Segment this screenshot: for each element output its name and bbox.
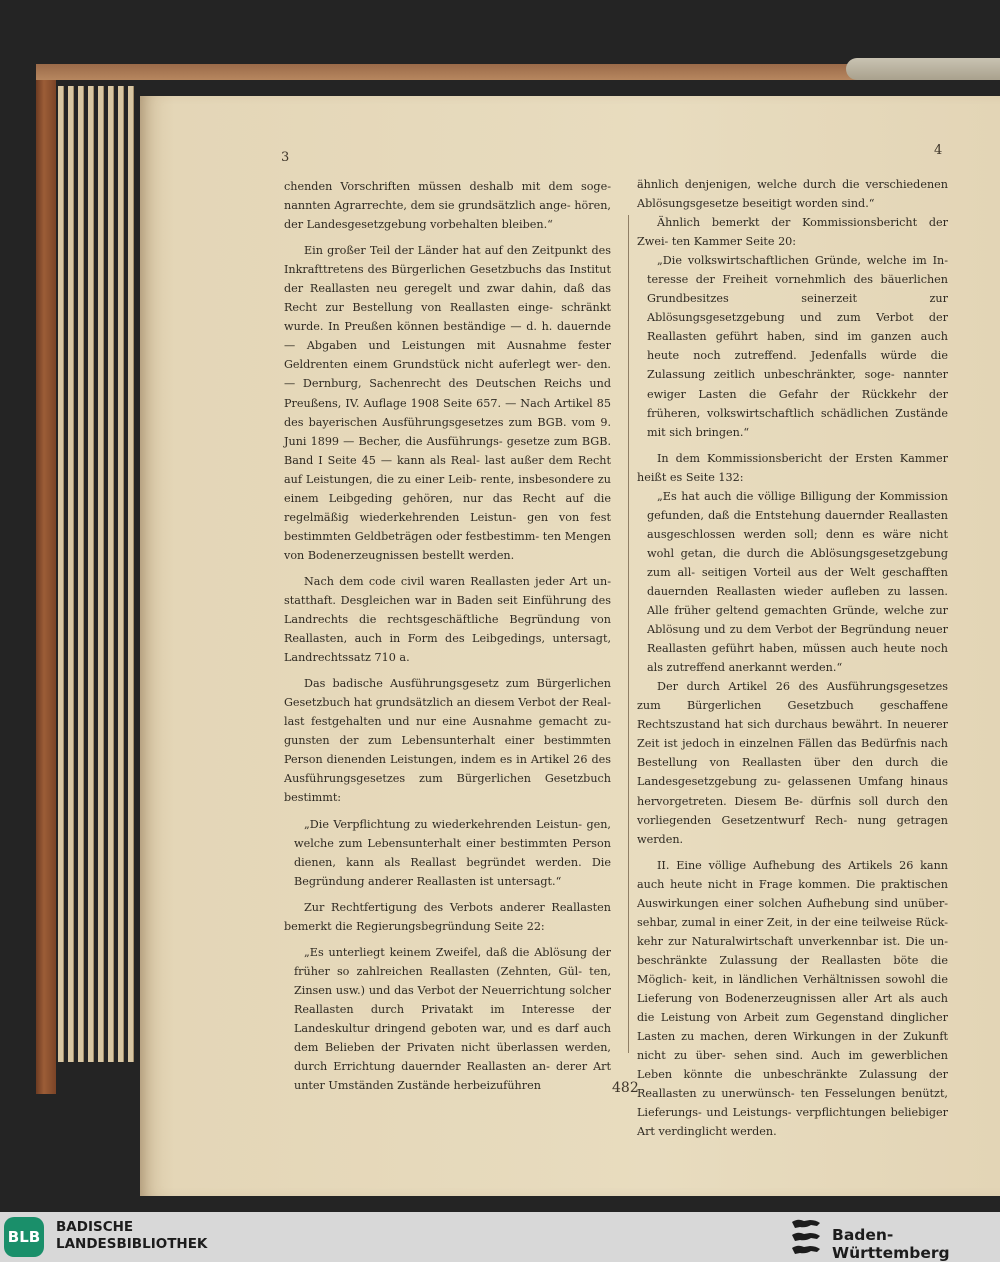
left-text-column: [284, 177, 611, 1095]
paragraph: II. Eine völlige Aufhebung des Artikels 26 kann auch heute nicht in Frage kommen. Die praktischen Auswirkungen einer solchen Aufhebung sind unüber- sehbar, zumal in einer Zeit, in der eine teilweise Rück- kehr zur Naturalwirtschaft unverkennbar ist. Die un- beschränkte Zulassung der Reallasten böte die Möglich- keit, in ländlichen Verhältnissen sowohl die Lieferung von Bodenerzeugnissen aller Art als auch die Leistung von Arbeit zum Gegenstand dinglicher Lasten zu machen, deren Wirkungen in der Zukunft nicht zu über- sehen sind. Auch im gewerblichen Leben könnte die unbeschränkte Zulassung der Reallasten zu unerwünsch- ten Fesselungen benützt, Lieferungs- und Leistungs- verpflichtungen beliebiger Art verdinglicht werden.: [637, 858, 948, 1139]
quote-paragraph: „Es unterliegt keinem Zweifel, daß die Ablösung der früher so zahlreichen Reallasten (Zehnten, Gül- ten, Zinsen usw.) und das Verbot der Neuerrichtung solcher Reallasten durch Privatakt im Interesse der Landeskultur dringend geboten war, und es darf auch dem Belieben der Privaten nicht überlassen werden, durch Errichtung dauernder Reallasten an- derer Art unter Umständen Zustände herbeizuführen: [294, 945, 611, 1093]
library-name-line1: BADISCHE: [56, 1219, 134, 1235]
paragraph: Nach dem code civil waren Reallasten jeder Art un- statthaft. Desgleichen war in Baden seit Einführung des Landrechts die rechtsgeschäftliche Begründung von Reallasten, auch in Form des Leibgedings, untersagt, Landrechtssatz 710 a.: [284, 574, 611, 665]
page-edge: [68, 86, 74, 1062]
right-text-column: [637, 175, 948, 1141]
quote-paragraph: „Es hat auch die völlige Billigung der Kommission gefunden, daß die Entstehung dauernder Reallasten ausgeschlossen werden soll; denn es wäre nicht wohl getan, die durch die Ablösungsgesetzgebung zum all- seitigen Vorteil aus der Welt geschafften dauernden Reallasten wieder aufleben zu lassen. Alle früher geltend gemachten Gründe, welche zur Ablösung und zu dem Verbot der Begründung neuer Reallasten geführt haben, müssen auch heute noch als zutreffend anerkannt werden.“: [647, 489, 948, 675]
bookmark-ribbon: [846, 58, 1000, 80]
page-edge: [128, 86, 134, 1062]
right-page-number: 4: [934, 143, 943, 158]
bottom-page-number: 482: [612, 1080, 639, 1096]
paragraph: Das badische Ausführungsgesetz zum Bürgerlichen Gesetzbuch hat grundsätzlich an diesem Verbot der Real- last festgehalten und nur eine Ausnahme gemacht zu- gunsten der zum Lebensunterhalt einer bestimmten Person dienenden Leistungen, indem es in Artikel 26 des Ausführungsgesetzes zum Bürgerlichen Gesetzbuch bestimmt:: [284, 677, 611, 805]
page-edge: [58, 86, 64, 1062]
page-edge: [88, 86, 94, 1062]
paragraph: Ähnlich bemerkt der Kommissionsbericht der Zwei- ten Kammer Seite 20:: [637, 216, 948, 249]
page-edge: [78, 86, 84, 1062]
paragraph: Zur Rechtfertigung des Verbots anderer Reallasten bemerkt die Regierungsbegründung Seite 22:: [284, 900, 611, 933]
quote-paragraph: „Die volkswirtschaftlichen Gründe, welche im In- teresse der Freiheit vornehmlich des bäuerlichen Grundbesitzes seinerzeit zur Ablösungsgesetzgebung und zum Verbot der Reallasten geführt haben, sind im ganzen auch heute noch zutreffend. Jedenfalls würde die Zulassung zeitlich unbeschränkter, soge- nannter ewiger Lasten die Gefahr der Rückkehr der früheren, volkswirtschaftlich schädlichen Zustände mit sich bringen.“: [647, 254, 948, 439]
library-name-line2: LANDESBIBLIOTHEK: [56, 1236, 208, 1252]
page-edge: [118, 86, 124, 1062]
left-page-number: 3: [281, 150, 290, 165]
book-binding: [36, 64, 56, 1094]
lion-emblem-icon: [790, 1217, 822, 1257]
paragraph: In dem Kommissionsbericht der Ersten Kammer heißt es Seite 132:: [637, 451, 948, 484]
library-name[interactable]: [56, 1219, 207, 1253]
page-edge: [108, 86, 114, 1062]
paragraph: Der durch Artikel 26 des Ausführungsgesetzes zum Bürgerlichen Gesetzbuch geschaffene Rechtszustand hat sich durchaus bewährt. In neuerer Zeit ist jedoch in einzelnen Fällen das Bedürfnis nach Bestellung von Reallasten über den durch die Landesgesetzgebung zu- gelassenen Umfang hinaus hervorgetreten. Diesem Be- dürfnis soll durch den vorliegenden Gesetzentwurf Rech- nung getragen werden.: [637, 680, 948, 846]
paragraph: Ein großer Teil der Länder hat auf den Zeitpunkt des Inkrafttretens des Bürgerlichen Gesetzbuchs das Institut der Reallasten neu geregelt und zwar dahin, daß das Recht zur Bestellung von Reallasten einge- schränkt wurde. In Preußen können beständige — d. h. dauernde — Abgaben und Leistungen mit Ausnahme fester Geldrenten einem Grundstück nicht auferlegt wer- den. — Dernburg, Sachenrecht des Deutschen Reichs und Preußens, IV. Auflage 1908 Seite 657. — Nach Artikel 85 des bayerischen Ausführungsgesetzes zum BGB. vom 9. Juni 1899 — Becher, die Ausführungs- gesetze zum BGB. Band I Seite 45 — kann als Real- last außer dem Recht auf Leistungen, die zu einer Leib- rente, insbesondere zu einem Leibgeding gehören, nur das Recht auf die regelmäßig wiederkehrenden Leistun- gen von fest bestimmten Geldbeträgen oder festbestimm- ten Mengen von Bodenerzeugnissen bestellt werden.: [284, 244, 611, 562]
column-divider: [628, 215, 629, 1053]
page-edge: [98, 86, 104, 1062]
paragraph: chenden Vorschriften müssen deshalb mit dem soge- nannten Agrarrechte, dem sie grundsätzlich ange- hören, der Landesgesetzgebung vorbehalten bleiben.“: [284, 180, 611, 232]
blb-logo-text: BLB: [7, 1228, 41, 1246]
quote-paragraph: „Die Verpflichtung zu wiederkehrenden Leistun- gen, welche zum Lebensunterhalt einer bestimmten Person dienen, kann als Reallast begründet werden. Die Begründung anderer Reallasten ist untersagt.“: [294, 817, 611, 888]
paragraph: ähnlich denjenigen, welche durch die verschiedenen Ablösungsgesetze beseitigt worden sind.“: [637, 178, 948, 211]
blb-logo[interactable]: [4, 1217, 44, 1257]
state-name[interactable]: Baden-Württemberg: [832, 1226, 950, 1262]
